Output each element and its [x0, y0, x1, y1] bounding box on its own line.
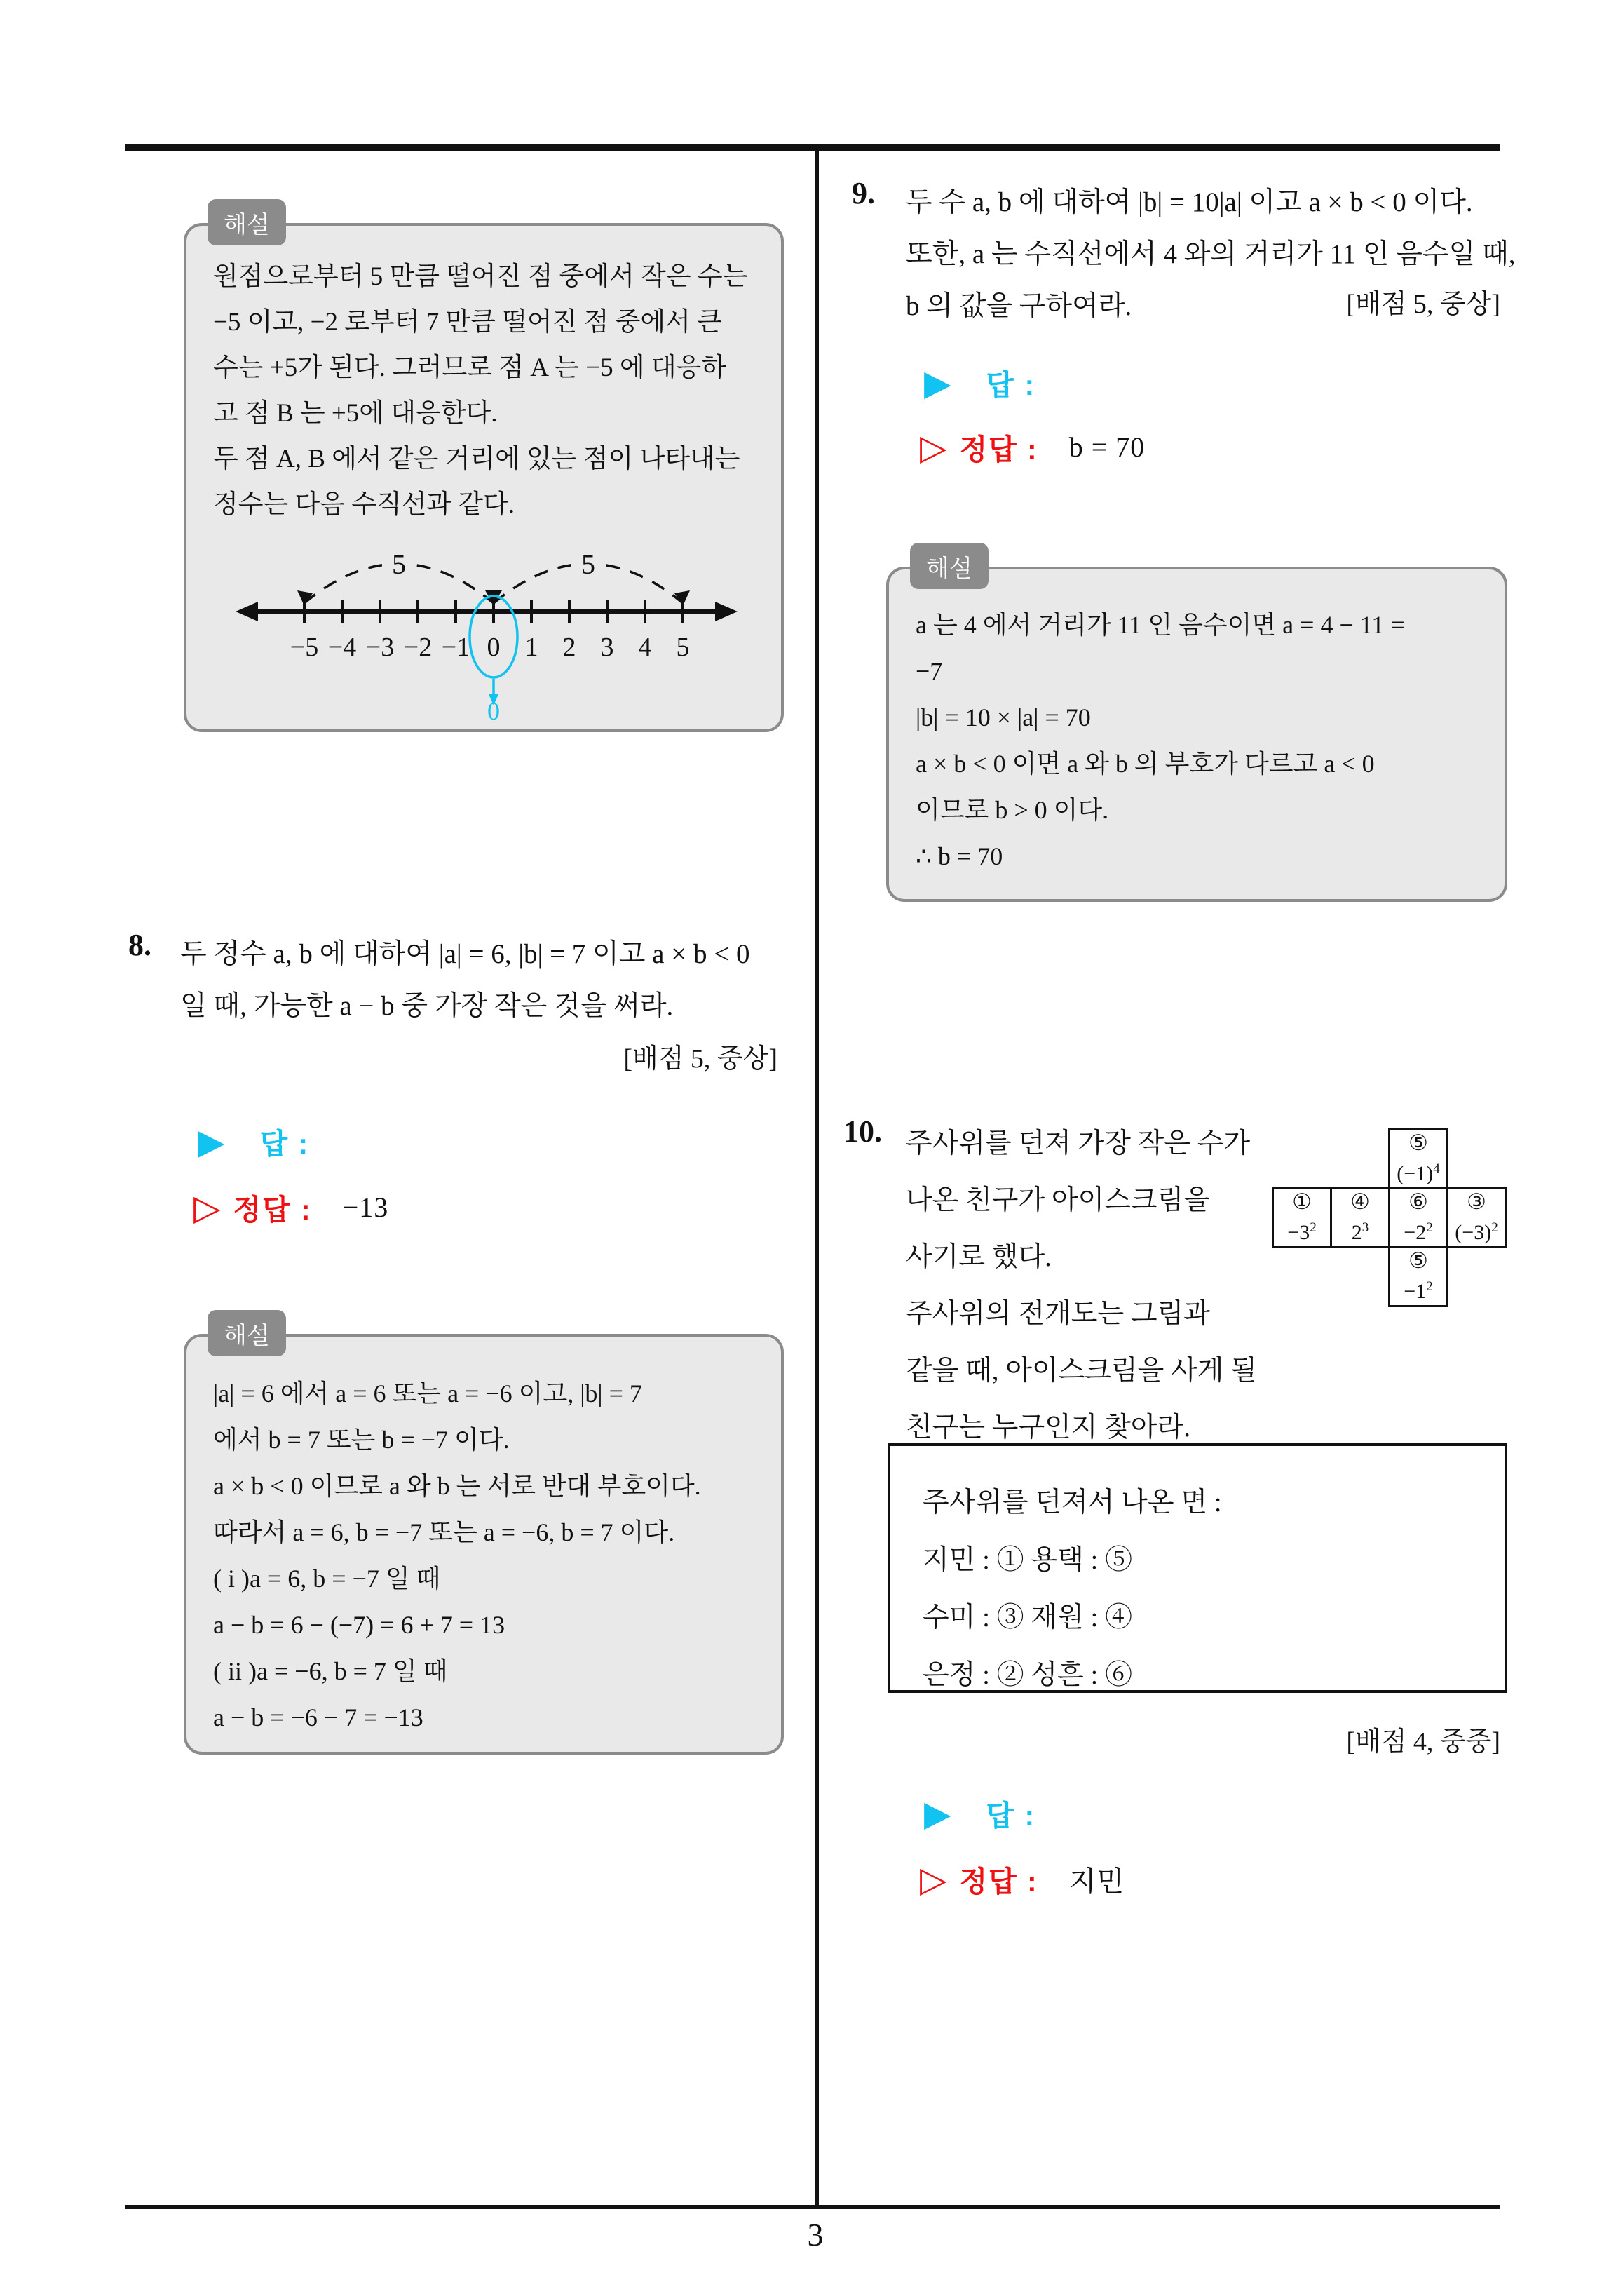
- dice-face-expression: [1287, 1215, 1316, 1246]
- correct-label: 정답 :: [959, 433, 1038, 466]
- solution-tab-label: 해설: [224, 1322, 270, 1349]
- solution-line: −5 이고, −2 로부터 7 만큼 떨어진 점 중에서 큰: [213, 308, 722, 337]
- dice-face-expression: [1397, 1156, 1439, 1187]
- solution-line: 정수는 다음 수직선과 같다.: [213, 490, 515, 519]
- dice-face-expression: [1404, 1274, 1432, 1305]
- answer-label: 답 :: [986, 369, 1036, 401]
- solution-box-3: [886, 567, 1507, 902]
- problem-line: 두 수 a, b 에 대하여 |b| = 10|a| 이고 a × b < 0 이다.: [906, 187, 1473, 217]
- expr-exponent: 2: [1310, 1220, 1317, 1235]
- dice-face-expression: [1455, 1215, 1498, 1246]
- number-line-figure: [227, 533, 746, 721]
- expr-base: 2: [1351, 1221, 1362, 1244]
- solution-line: |a| = 6 에서 a = 6 또는 a = −6 이고, |b| = 7: [213, 1379, 642, 1407]
- axis-arrow-left: [236, 602, 258, 621]
- solution-line: a × b < 0 이므로 a 와 b 는 서로 반대 부호이다.: [213, 1472, 701, 1500]
- answer-label: 답 :: [986, 1799, 1036, 1832]
- expr-base: −1: [1404, 1280, 1427, 1303]
- dice-face-bottom: [1388, 1246, 1448, 1307]
- axis-arrow-right: [715, 602, 738, 621]
- tick-label: −4: [327, 633, 357, 662]
- solution-2-text: [213, 1370, 701, 1741]
- problem-10-correct-value: 지민: [1068, 1865, 1125, 1897]
- problem-10-number: 10.: [843, 1114, 882, 1149]
- answer-label: 답 :: [259, 1128, 310, 1160]
- dice-result-line: 수미 : ③ 재원 : ④: [923, 1602, 1133, 1633]
- problem-9-correct-value: b = 70: [1068, 431, 1146, 463]
- problem-line: b 의 값을 구하여라.: [906, 291, 1132, 321]
- dice-face-number: ③: [1467, 1189, 1486, 1215]
- tick-label: −5: [290, 633, 319, 662]
- problem-line: 주사위의 전개도는 그림과: [906, 1299, 1210, 1329]
- problem-9-correct-row: [920, 426, 1145, 468]
- dice-result-line: 지민 : ① 용택 : ⑤: [923, 1545, 1133, 1575]
- dice-face-mid-4: [1446, 1187, 1507, 1248]
- solution-tab: [208, 1310, 286, 1356]
- problem-line: 사기로 했다.: [906, 1242, 1052, 1272]
- correct-label: 정답 :: [959, 1865, 1038, 1898]
- solution-line: |b| = 10 × |a| = 70: [916, 703, 1091, 731]
- problem-10-correct-row: [920, 1858, 1125, 1900]
- expr-base: (−3): [1455, 1221, 1492, 1244]
- solution-line: 이므로 b > 0 이다.: [916, 796, 1109, 824]
- problem-8-points: [배점 5, 중상]: [623, 1044, 777, 1074]
- solution-tab-label: 해설: [926, 555, 972, 582]
- tick-label: −3: [365, 633, 395, 662]
- tick-label: 0: [487, 633, 501, 662]
- solution-box-2: [184, 1334, 784, 1755]
- dice-result-line: 주사위를 던져서 나온 면 :: [923, 1487, 1222, 1518]
- arc-distance-label: 5: [392, 548, 406, 580]
- dice-face-mid-3: [1388, 1187, 1448, 1248]
- correct-arrow-icon: ▷: [920, 1858, 947, 1900]
- problem-10-text: [906, 1115, 1270, 1456]
- expr-base: −3: [1287, 1221, 1310, 1244]
- tick-label: −1: [441, 633, 470, 662]
- problem-10-points: [배점 4, 중중]: [1346, 1727, 1500, 1757]
- solution-line: −7: [916, 657, 943, 685]
- tick-label: 5: [676, 633, 690, 662]
- zero-highlight-label: 0: [487, 697, 500, 721]
- dice-result-box: [888, 1443, 1507, 1693]
- solution-line: 고 점 B 는 +5에 대응한다.: [213, 399, 498, 428]
- expr-exponent: 2: [1426, 1220, 1433, 1235]
- solution-line: a 는 4 에서 거리가 11 인 음수이면 a = 4 − 11 =: [916, 611, 1405, 639]
- solution-3-text: [916, 602, 1405, 879]
- answer-arrow-icon: ▶: [924, 1792, 951, 1834]
- solution-line: 원점으로부터 5 만큼 떨어진 점 중에서 작은 수는: [213, 262, 748, 291]
- solution-tab-label: 해설: [224, 211, 270, 238]
- solution-line: 따라서 a = 6, b = −7 또는 a = −6, b = 7 이다.: [213, 1518, 675, 1546]
- problem-10-answer-row: [924, 1792, 1035, 1834]
- tick-label: 1: [524, 633, 538, 662]
- dice-face-mid-2: [1330, 1187, 1390, 1248]
- answer-arrow-icon: ▶: [198, 1121, 225, 1162]
- dice-result-text: [923, 1474, 1222, 1704]
- axis-tick-labels: [290, 633, 690, 662]
- top-rule: [125, 144, 1500, 151]
- problem-8-answer-row: [198, 1121, 309, 1162]
- expr-exponent: 3: [1361, 1220, 1369, 1235]
- solution-line: 두 점 A, B 에서 같은 거리에 있는 점이 나타내는: [213, 445, 740, 473]
- solution-line: ( ii )a = −6, b = 7 일 때: [213, 1657, 448, 1685]
- dice-face-number: ⑤: [1408, 1130, 1428, 1156]
- correct-arrow-icon: ▷: [193, 1187, 221, 1228]
- problem-line: 두 정수 a, b 에 대하여 |a| = 6, |b| = 7 이고 a × b < 0: [180, 939, 750, 969]
- tick-label: 2: [562, 633, 576, 662]
- solution-tab: [910, 543, 989, 589]
- problem-9-answer-row: [924, 362, 1035, 403]
- solution-line: 수는 +5가 된다. 그러므로 점 A 는 −5 에 대응하: [213, 353, 727, 382]
- answer-arrow-icon: ▶: [924, 362, 951, 403]
- problem-line: 나온 친구가 아이스크림을: [906, 1185, 1210, 1215]
- solution-line: a − b = −6 − 7 = −13: [213, 1703, 423, 1731]
- tick-label: 4: [638, 633, 652, 662]
- problem-line: 친구는 누구인지 찾아라.: [906, 1412, 1190, 1443]
- solution-tab: [208, 199, 286, 245]
- expr-exponent: 4: [1433, 1161, 1440, 1176]
- problem-line: 또한, a 는 수직선에서 4 와의 거리가 11 인 음수일 때,: [906, 239, 1516, 269]
- dice-face-number: ⑥: [1408, 1189, 1428, 1215]
- expr-exponent: 2: [1426, 1279, 1433, 1294]
- dice-face-expression: [1404, 1215, 1432, 1246]
- page-number: 3: [807, 2217, 824, 2253]
- problem-line: 일 때, 가능한 a − b 중 가장 작은 것을 써라.: [180, 991, 674, 1021]
- solution-line: 에서 b = 7 또는 b = −7 이다.: [213, 1426, 510, 1454]
- problem-8-text: [180, 928, 777, 1032]
- dice-face-number: ①: [1292, 1189, 1312, 1215]
- solution-box-1: [184, 223, 784, 732]
- bottom-rule: [125, 2205, 1500, 2209]
- problem-line: 주사위를 던져 가장 작은 수가: [906, 1128, 1251, 1159]
- problem-8-correct-row: [193, 1187, 388, 1228]
- expr-base: (−1): [1397, 1162, 1434, 1185]
- dice-face-expression: [1352, 1215, 1369, 1246]
- solution-line: a × b < 0 이면 a 와 b 의 부호가 다르고 a < 0: [916, 750, 1375, 778]
- problem-9-points: [배점 5, 중상]: [1346, 290, 1500, 319]
- solution-1-text: [213, 254, 747, 527]
- problem-8-number: 8.: [128, 928, 151, 962]
- expr-base: −2: [1404, 1221, 1427, 1244]
- solution-line: ∴ b = 70: [916, 842, 1003, 870]
- solution-line: ( i )a = 6, b = −7 일 때: [213, 1565, 441, 1593]
- correct-label: 정답 :: [233, 1194, 312, 1226]
- problem-9-number: 9.: [852, 176, 875, 210]
- expr-exponent: 2: [1491, 1220, 1498, 1235]
- dice-result-line: 은정 : ② 성흔 : ⑥: [923, 1660, 1133, 1690]
- dice-face-number: ⑤: [1408, 1248, 1428, 1274]
- solution-line: a − b = 6 − (−7) = 6 + 7 = 13: [213, 1611, 505, 1639]
- tick-label: 3: [600, 633, 614, 662]
- column-divider: [815, 151, 819, 2205]
- correct-arrow-icon: ▷: [920, 426, 947, 468]
- dice-face-top: [1388, 1128, 1448, 1189]
- dice-face-mid-1: [1272, 1187, 1332, 1248]
- problem-8-correct-value: −13: [342, 1191, 389, 1223]
- arc-distance-label: 5: [581, 548, 595, 580]
- tick-label: −2: [403, 633, 433, 662]
- dice-face-number: ④: [1350, 1189, 1370, 1215]
- problem-line: 같을 때, 아이스크림을 사게 될: [906, 1356, 1257, 1386]
